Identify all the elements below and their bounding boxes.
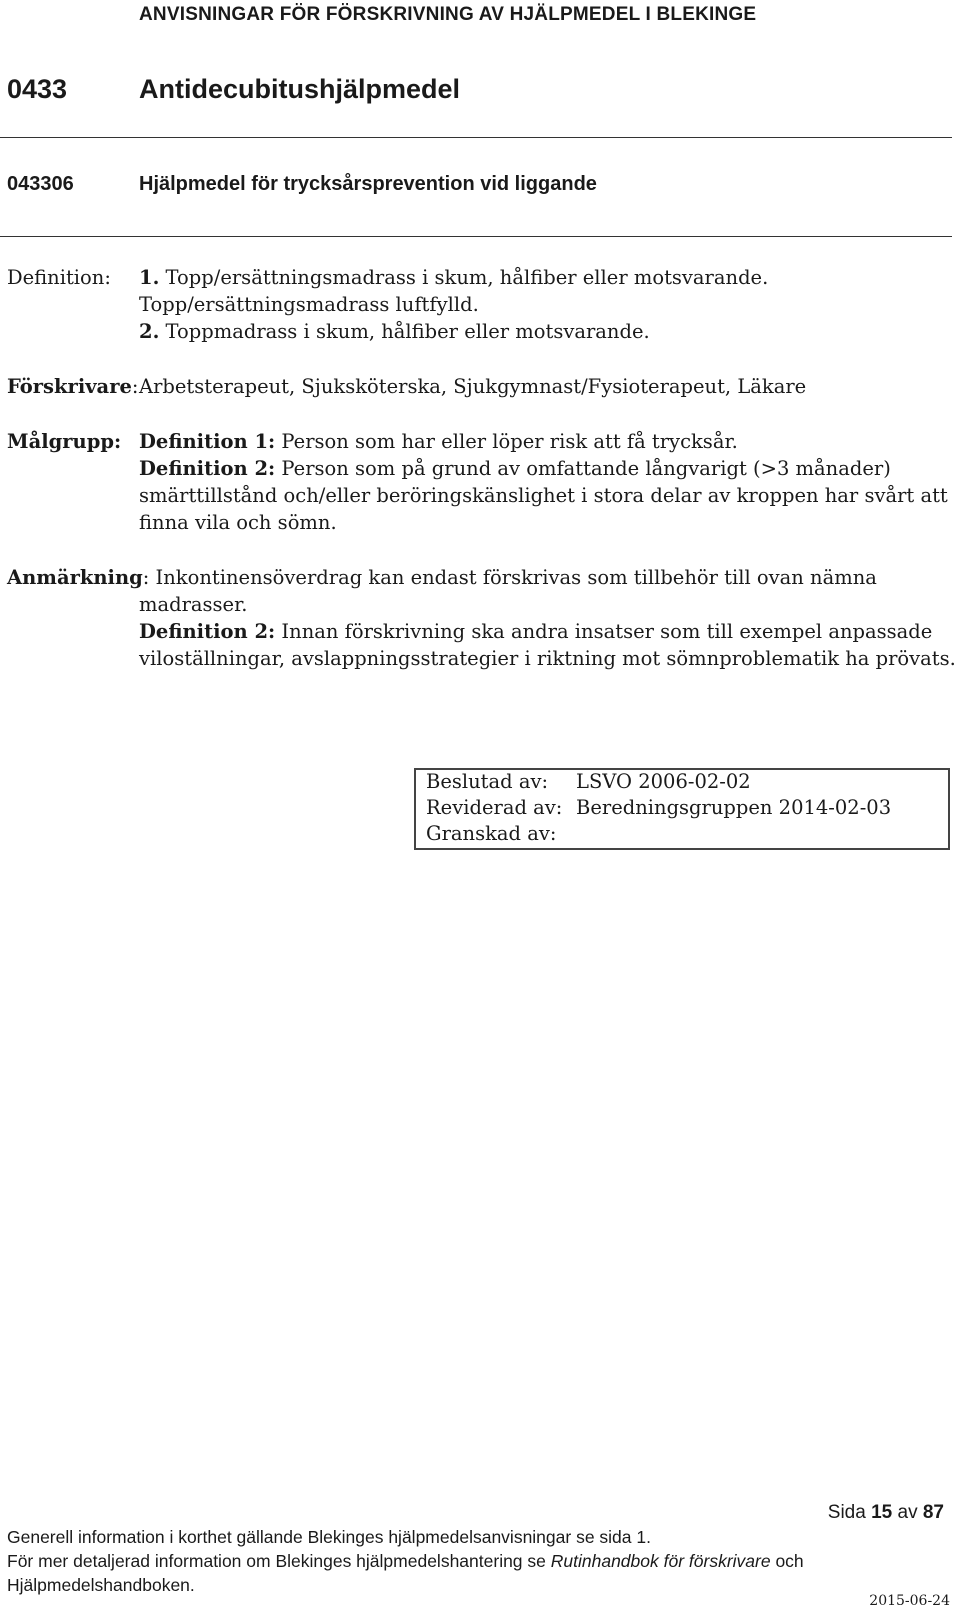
target-group-definition-2-text: smärttillstånd och/eller beröringskänslighet i stora delar av kroppen har svårt att <box>139 484 948 507</box>
page-number: Sida 15 av 87 <box>827 1502 944 1523</box>
note-line: madrasser. <box>139 593 248 616</box>
footer-date: 2015-06-24 <box>869 1593 950 1609</box>
target-group-label: Målgrupp: <box>7 430 122 453</box>
document-header-title: ANVISNINGAR FÖR FÖRSKRIVNING AV HJÄLPMEDEL I BLEKINGE <box>139 4 757 25</box>
divider <box>0 137 952 138</box>
decided-by-value: LSVO 2006-02-02 <box>576 770 751 793</box>
prescribers-label: Förskrivare: <box>7 375 139 398</box>
target-group-definition-2: Definition 2: Person som på grund av omfattande långvarigt (>3 månader) <box>139 457 891 480</box>
footer-line: Generell information i korthet gällande Blekinges hjälpmedelsanvisningar se sida 1. <box>7 1527 651 1547</box>
reviewed-by-label: Granskad av: <box>426 822 557 845</box>
prescribers-value: Arbetsterapeut, Sjuksköterska, Sjukgymnast/Fysioterapeut, Läkare <box>139 375 807 398</box>
footer-line: För mer detaljerad information om Blekinges hjälpmedelshantering se Rutinhandbok för förskrivare och <box>7 1551 804 1571</box>
revised-by-value: Beredningsgruppen 2014-02-03 <box>576 796 892 819</box>
subcategory-title: Hjälpmedel för trycksårsprevention vid liggande <box>139 173 597 195</box>
subcategory-code: 043306 <box>7 173 74 195</box>
decided-by-label: Beslutad av: <box>426 770 549 793</box>
target-group-definition-2-text: finna vila och sömn. <box>139 511 337 534</box>
note-definition-2: Definition 2: Innan förskrivning ska andra insatser som till exempel anpassade <box>139 620 933 643</box>
note-line: Anmärkning: Inkontinensöverdrag kan endast förskrivas som tillbehör till ovan nämna <box>7 566 877 589</box>
target-group-definition-1: Definition 1: Person som har eller löper risk att få trycksår. <box>139 430 738 453</box>
divider <box>0 236 952 237</box>
decision-box <box>414 768 950 850</box>
definition-item: 1. Topp/ersättningsmadrass i skum, hålfiber eller motsvarande. <box>139 266 769 289</box>
note-definition-2-text: viloställningar, avslappningsstrategier i riktning mot sömnproblematik ha prövats. <box>139 647 956 670</box>
definition-item: 2. Toppmadrass i skum, hålfiber eller motsvarande. <box>139 320 650 343</box>
definition-label: Definition: <box>7 266 111 289</box>
revised-by-label: Reviderad av: <box>426 796 563 819</box>
footer-line: Hjälpmedelshandboken. <box>7 1575 195 1595</box>
category-code: 0433 <box>7 74 68 104</box>
category-title: Antidecubitushjälpmedel <box>139 74 461 104</box>
definition-item: Topp/ersättningsmadrass luftfylld. <box>139 293 479 316</box>
